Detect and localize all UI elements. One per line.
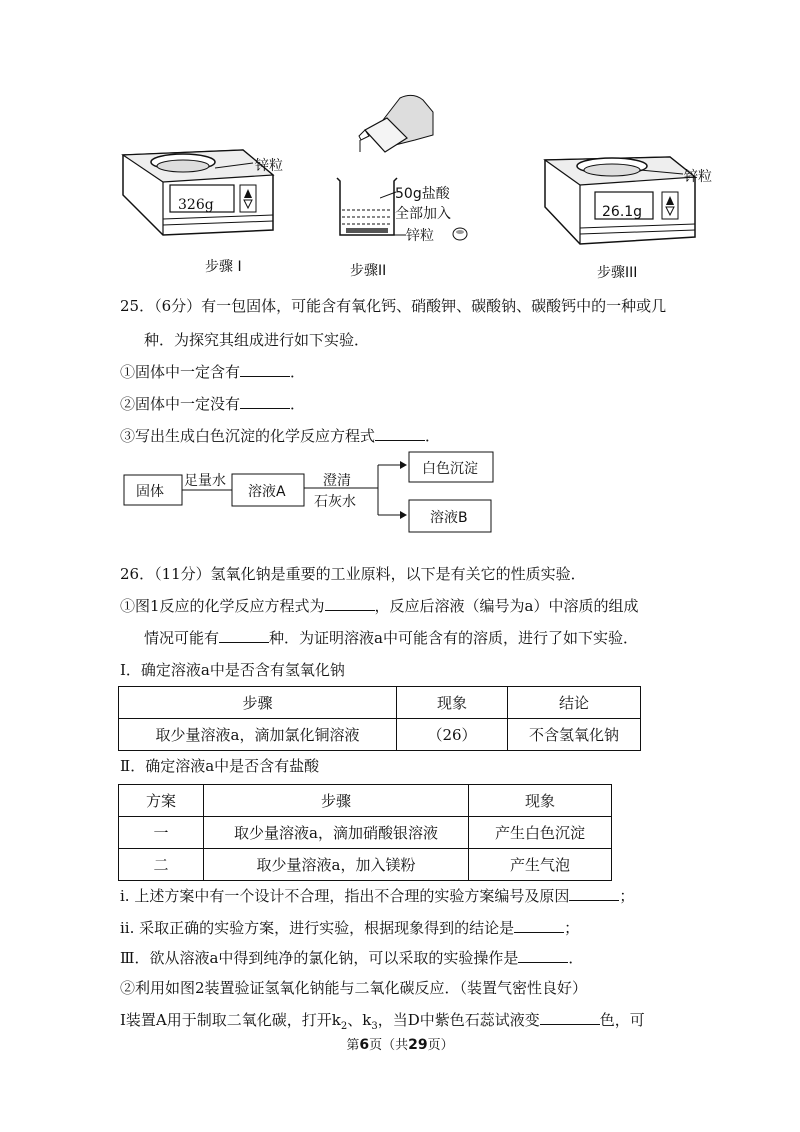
page-number: 6 [359,1037,370,1053]
table-header-cell: 结论 [508,687,641,719]
acid-label-1: 50g盐酸 [395,186,450,202]
table-row [119,817,612,849]
step2-pointer-label: 锌粒 [406,228,434,244]
flow-box-white-precipitate: 白色沉淀 [422,461,478,477]
q25-blank3[interactable] [375,426,425,441]
q26-blank2[interactable] [219,628,269,643]
q26-blank-iii[interactable] [518,948,568,963]
page-total: 29 [408,1037,428,1053]
scale1-pointer-label: 锌粒 [255,158,283,174]
q26-ii: ii. 采取正确的实验方案，进行实验，根据现象得到的结论是 ； [120,919,580,937]
table-hcl-check [118,784,612,881]
table-cell: 产生白色沉淀 [469,817,612,849]
table-cell: 产生气泡 [469,849,612,881]
q26-blank-color[interactable] [540,1010,600,1025]
table-cell: 二 [119,849,204,881]
q26-iii: Ⅲ．欲从溶液a中得到纯净的氯化钠，可以采取的实验操作是 ． [120,949,584,967]
scale1-reading: 326g [178,197,214,213]
q26-blank1[interactable] [325,596,375,611]
q26-part2-step1: Ⅰ装置A用于制取二氧化碳，打开$k_2$、$k_3$，当D中紫色石蕊试液变 色，可 [120,1011,645,1032]
table-header-cell: 步骤 [119,687,397,719]
acid-label-2: 全部加入 [395,206,451,222]
page-footer: 第6页（共29页） [346,1037,454,1053]
q25-blank1[interactable] [240,362,290,377]
q25-part1: ①固体中一定含有 ． [120,363,306,381]
q25-part2: ②固体中一定没有 ． [120,395,306,413]
experiment-figure [0,90,800,290]
q26-blank-i[interactable] [569,886,619,901]
q26-section1-title: Ⅰ．确定溶液a中是否含有氢氧化钠 [120,661,345,679]
q25-flowchart [120,450,520,540]
table-header-cell: 现象 [469,785,612,817]
pouring-hand-icon [345,90,435,155]
q26-blank-ii[interactable] [514,918,564,933]
zinc-granule-icon [451,226,469,242]
table-cell: 取少量溶液a，加入镁粉 [204,849,469,881]
flow-box-solution-a: 溶液A [248,484,286,500]
table-header-cell: 现象 [397,687,508,719]
flow-box-solution-b: 溶液B [430,510,468,526]
table-cell: 取少量溶液a，滴加氯化铜溶液 [119,719,397,751]
flow-box-solid: 固体 [136,484,164,500]
q25-stem-line2: 种．为探究其组成进行如下实验． [144,331,370,349]
step2-caption: 步骤II [350,263,387,279]
q25-blank2[interactable] [240,394,290,409]
flow-arrow2-label-bottom: 石灰水 [314,494,356,510]
q26-part1-line1: ①图1反应的化学反应方程式为 ，反应后溶液（编号为a）中溶质的组成 [120,597,639,615]
table-cell: （26） [397,719,508,751]
scale3-reading: 26.1g [602,204,643,220]
table-naoh-check [118,686,641,751]
table-header-cell: 步骤 [204,785,469,817]
table-row [119,719,641,751]
q26-stem: 26．（11分）氢氧化钠是重要的工业原料，以下是有关它的性质实验． [120,565,586,583]
q26-section2-title: Ⅱ．确定溶液a中是否含有盐酸 [120,757,320,775]
table-row [119,785,612,817]
q25-part3: ③写出生成白色沉淀的化学反应方程式 ． [120,427,441,445]
scale1-caption: 步骤 I [205,259,242,275]
pointer-line-4 [640,162,685,182]
flow-arrow2-label-top: 澄清 [323,473,351,489]
q26-i: i. 上述方案中有一个设计不合理，指出不合理的实验方案编号及原因 ； [120,887,635,905]
flow-arrow1-label: 足量水 [184,473,226,489]
scale3-pointer-label: 锌粒 [684,169,712,185]
table-cell: 不含氢氧化钠 [508,719,641,751]
scale3-caption: 步骤III [597,265,638,281]
pointer-line-1 [215,158,255,178]
pointer-line-3 [388,230,408,240]
table-row [119,687,641,719]
table-row [119,849,612,881]
q26-part1-line2: 情况可能有 种．为证明溶液a中可能含有的溶质，进行了如下实验． [144,629,638,647]
q26-part2: ②利用如图2装置验证氢氧化钠能与二氧化碳反应．（装置气密性良好） [120,979,588,997]
table-cell: 取少量溶液a，滴加硝酸银溶液 [204,817,469,849]
q25-stem-line1: 25．（6分）有一包固体，可能含有氧化钙、硝酸钾、碳酸钠、碳酸钙中的一种或几 [120,297,667,315]
table-cell: 一 [119,817,204,849]
table-header-cell: 方案 [119,785,204,817]
